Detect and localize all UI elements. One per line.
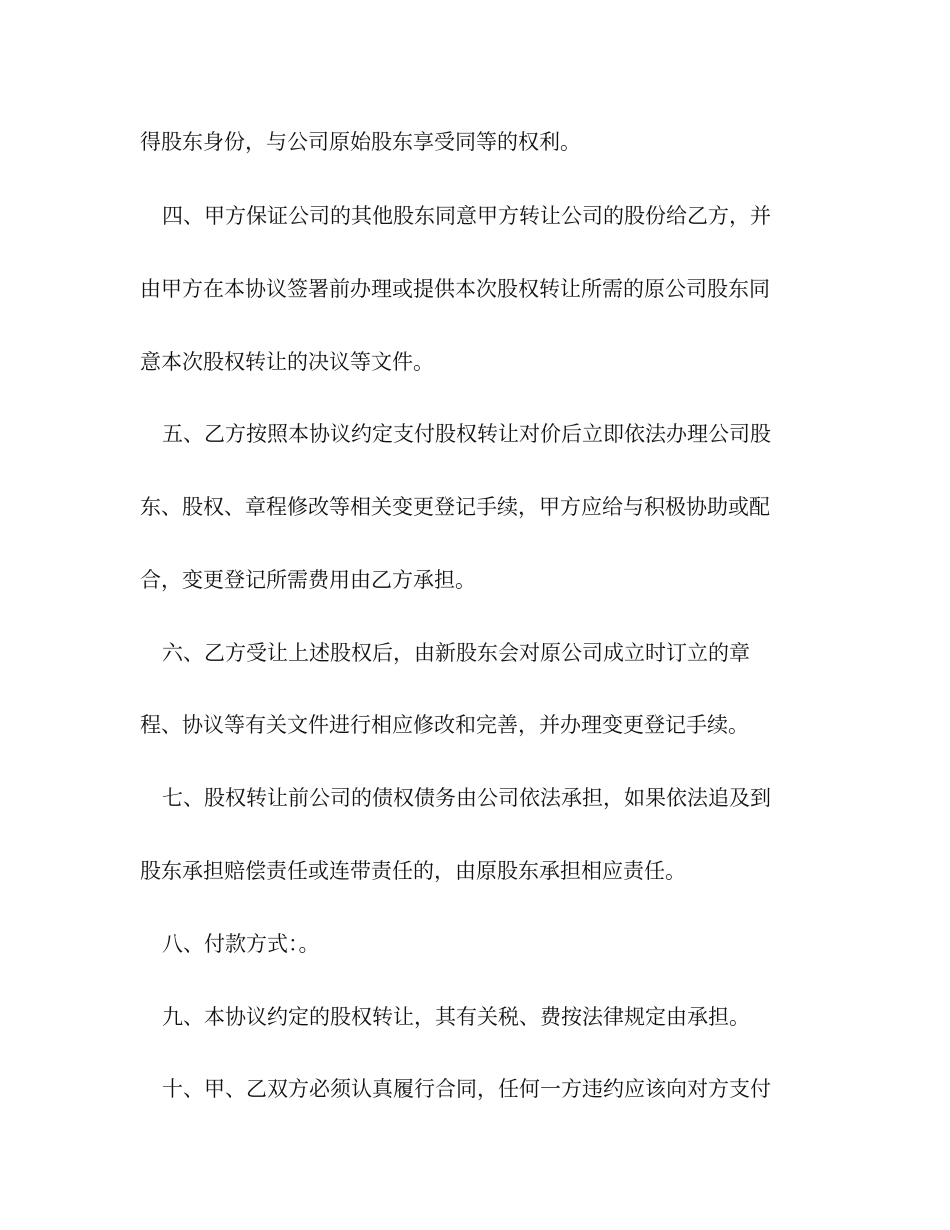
clause-five-line: 五、乙方按照本协议约定支付股权转让对价后立即依法办理公司股: [162, 422, 771, 446]
clause-eight-line: 八、付款方式：。: [162, 932, 320, 956]
clause-four-line: 四、甲方保证公司的其他股东同意甲方转让公司的股份给乙方，并: [162, 204, 771, 228]
text-line: 由甲方在本协议签署前办理或提供本次股权转让所需的原公司股东同: [140, 277, 770, 301]
text-line: 得股东身份，与公司原始股东享受同等的权利。: [140, 130, 581, 154]
clause-seven-line: 七、股权转让前公司的债权债务由公司依法承担，如果依法追及到: [162, 786, 771, 810]
text-line: 股东承担赔偿责任或连带责任的，由原股东承担相应责任。: [140, 859, 686, 883]
clause-six-line: 六、乙方受让上述股权后，由新股东会对原公司成立时订立的章: [162, 641, 750, 665]
clause-ten-line: 十、甲、乙双方必须认真履行合同，任何一方违约应该向对方支付: [162, 1077, 771, 1101]
text-line: 程、协议等有关文件进行相应修改和完善，并办理变更登记手续。: [140, 713, 749, 737]
text-line: 意本次股权转让的决议等文件。: [140, 350, 434, 374]
text-line: 东、股权、章程修改等相关变更登记手续，甲方应给与积极协助或配: [140, 495, 770, 519]
text-line: 合，变更登记所需费用由乙方承担。: [140, 568, 476, 592]
clause-nine-line: 九、本协议约定的股权转让，其有关税、费按法律规定由承担。: [162, 1005, 750, 1029]
